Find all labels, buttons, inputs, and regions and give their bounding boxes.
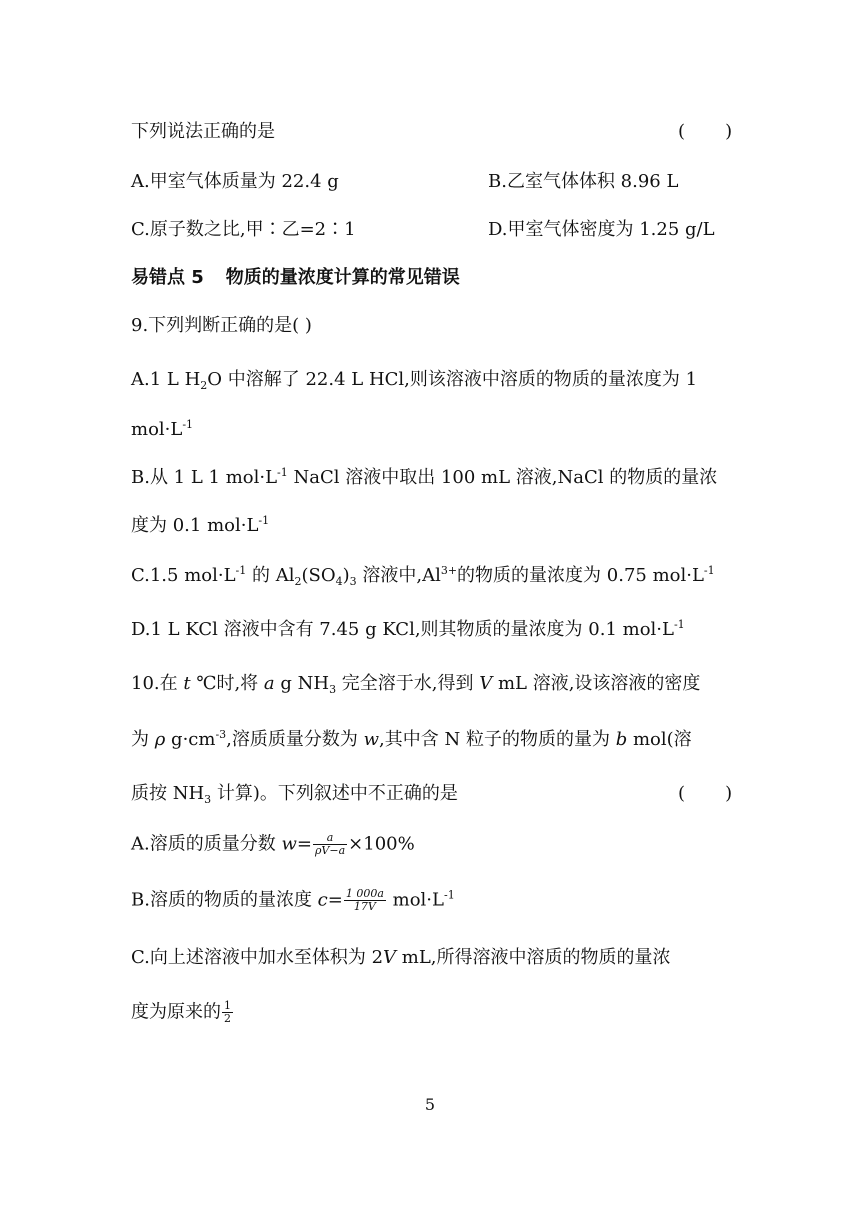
q9-option-b-line2: 度为 0.1 $mol\cdot L^{-1}$: [131, 514, 270, 536]
q9-option-c: C.1.5 $mol\cdot L^{-1}$ 的 $Al_2(SO_4)_3$ 溶液中$,Al^{3+}$的物质的量浓度为 0.75 $mol\cdot L^{-1}$: [131, 564, 715, 588]
q9-stem: 9.下列判断正确的是( ): [131, 315, 312, 336]
q10-option-a: A.溶质的质量分数 w= $\frac{a}{\rho V-a}$ ×100%: [131, 831, 415, 857]
q8-option-c: C.原子数之比,甲∶乙=2∶1: [131, 219, 356, 240]
q9-option-b-line1: B.从 1 L 1 $mol\cdot L^{-1}$ NaCl 溶液中取出 100 mL 溶液,NaCl 的物质的量浓: [131, 466, 718, 488]
q10-answer-paren: ( ): [678, 783, 733, 804]
q9-option-a-line2: $mol\cdot L^{-1}$: [131, 418, 194, 440]
fraction-b: $\frac{1 000a}{17V}$: [345, 887, 384, 913]
q9-option-a-line1: A.1 L $H_2O$ 中溶解了 22.4 L HCl,则该溶液中溶质的物质的量浓度为 1: [131, 369, 698, 392]
q9-option-d: D.1 L KCl 溶液中含有 7.45 g KCl,则其物质的量浓度为 0.1 $mol\cdot L^{-1}$: [131, 618, 685, 640]
q10-option-b: B.溶质的物质的量浓度 c= $\frac{1 000a}{17V}$ $mol\cdot L^{-1}$: [131, 887, 455, 913]
q10-stem-line1: 10.在 t ℃时,将 a g $NH_3$ 完全溶于水,得到 V mL 溶液,设该溶液的密度: [131, 673, 701, 696]
q8-option-d: D.甲室气体密度为 1.25 g/L: [488, 219, 715, 240]
q8-stem: 下列说法正确的是: [131, 121, 275, 142]
section-heading: [131, 266, 460, 290]
q8-answer-paren: ( ): [678, 121, 733, 142]
fraction-half: $\frac{1}{2}$: [224, 999, 231, 1025]
section-label: 易错点 5: [131, 267, 204, 288]
q8-option-a: A.甲室气体质量为 22.4 g: [131, 171, 339, 192]
q10-stem-line2: 为 ρ $g\cdot cm^{-3}$,溶质质量分数为 w,其中含 N 粒子的物质的量为 b mol(溶: [131, 728, 692, 750]
fraction-a: $\frac{a}{\rho V-a}$: [314, 831, 346, 857]
section-title: 物质的量浓度计算的常见错误: [225, 267, 460, 288]
q8-option-b: B.乙室气体体积 8.96 L: [488, 171, 679, 192]
page-number: 5: [424, 1095, 436, 1114]
q10-option-c-line1: C.向上述溶液中加水至体积为 2V mL,所得溶液中溶质的物质的量浓: [131, 947, 671, 968]
q10-option-c-line2: 度为原来的 $\frac{1}{2}$: [131, 999, 231, 1025]
q10-stem-line3: 质按 $NH_3$ 计算)。下列叙述中不正确的是: [131, 783, 458, 806]
